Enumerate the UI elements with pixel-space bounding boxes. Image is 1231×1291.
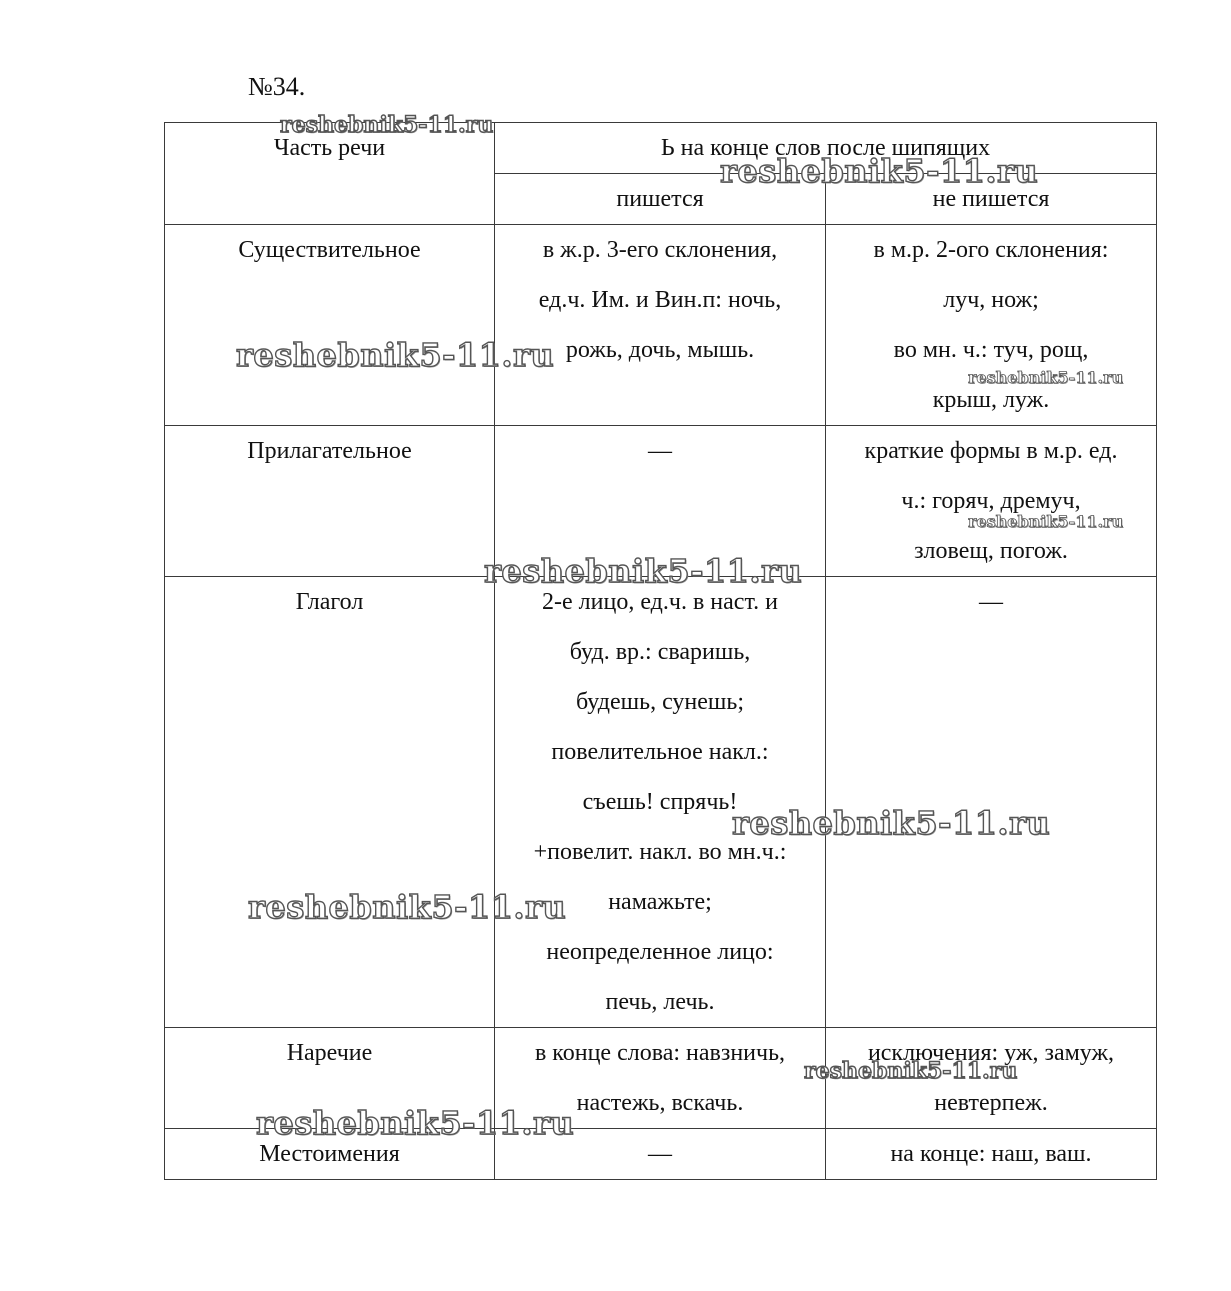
cell-not-written — [826, 1028, 1157, 1129]
cell-line: — — [979, 589, 1003, 615]
table-row — [165, 225, 1157, 426]
cell-line: намажьте; — [608, 889, 712, 915]
cell-part: Наречие — [165, 1028, 495, 1129]
cell-line: печь, лечь. — [605, 989, 715, 1015]
header-part-of-speech: Часть речи — [165, 123, 495, 225]
cell-part: Местоимения — [165, 1129, 495, 1180]
cell-line: +повелит. накл. во мн.ч.: — [533, 839, 787, 865]
cell-written — [495, 577, 826, 1028]
cell-line: во мн. ч.: туч, рощ, — [893, 337, 1089, 363]
cell-part: Прилагательное — [165, 426, 495, 577]
header-written: пишется — [495, 174, 826, 225]
cell-line: на конце: наш, ваш. — [890, 1141, 1092, 1167]
cell-written — [495, 426, 826, 577]
cell-line: — — [648, 1141, 672, 1167]
cell-part: Глагол — [165, 577, 495, 1028]
cell-line: ед.ч. Им. и Вин.п: ночь, — [538, 287, 782, 313]
watermark: reshebnik5-11.ru — [804, 1058, 1018, 1084]
cell-line: в м.р. 2-ого склонения: — [873, 237, 1109, 263]
cell-line: будешь, сунешь; — [576, 689, 744, 715]
watermark: reshebnik5-11.ru — [236, 336, 555, 374]
watermark: reshebnik5-11.ru — [256, 1104, 575, 1142]
cell-not-written — [826, 426, 1157, 577]
watermark: reshebnik5-11.ru — [720, 152, 1039, 190]
watermark: reshebnik5-11.ru — [484, 552, 803, 590]
cell-line: исключения: уж, замуж, — [867, 1040, 1115, 1066]
cell-line: невтерпеж. — [934, 1090, 1048, 1116]
cell-line: краткие формы в м.р. ед. — [864, 438, 1118, 464]
cell-written — [495, 1129, 826, 1180]
cell-not-written — [826, 577, 1157, 1028]
cell-line: рожь, дочь, мышь. — [565, 337, 755, 363]
cell-line: настежь, вскачь. — [576, 1090, 744, 1116]
header-group-title: Ь на конце слов после шипящих — [495, 123, 1157, 174]
cell-written — [495, 1028, 826, 1129]
cell-line: в конце слова: навзничь, — [534, 1040, 786, 1066]
cell-part: Существительное — [165, 225, 495, 426]
cell-written — [495, 225, 826, 426]
cell-line: в ж.р. 3-его склонения, — [542, 237, 778, 263]
cell-not-written — [826, 1129, 1157, 1180]
watermark: reshebnik5-11.ru — [732, 804, 1051, 842]
watermark: reshebnik5-11.ru — [248, 888, 567, 926]
cell-line: ч.: горяч, дремуч, — [901, 488, 1081, 514]
cell-line: буд. вр.: сваришь, — [569, 639, 751, 665]
table-row — [165, 577, 1157, 1028]
cell-line: луч, нож; — [943, 287, 1039, 313]
watermark: reshebnik5-11.ru — [968, 368, 1124, 387]
cell-line: — — [648, 438, 672, 464]
table-row — [165, 1129, 1157, 1180]
table-row — [165, 1028, 1157, 1129]
cell-line: 2-е лицо, ед.ч. в наст. и — [542, 589, 778, 615]
cell-line: зловещ, погож. — [914, 538, 1068, 564]
rules-table — [164, 122, 1157, 1180]
cell-line: повелительное накл.: — [551, 739, 769, 765]
cell-not-written — [826, 225, 1157, 426]
watermark: reshebnik5-11.ru — [968, 512, 1124, 531]
cell-line: съешь! спрячь! — [582, 789, 738, 815]
header-not-written: не пишется — [826, 174, 1157, 225]
task-number: №34. — [248, 72, 306, 101]
watermark: reshebnik5-11.ru — [280, 112, 494, 138]
table-row — [165, 426, 1157, 577]
cell-line: крыш, луж. — [932, 387, 1050, 413]
cell-line: неопределенное лицо: — [546, 939, 774, 965]
